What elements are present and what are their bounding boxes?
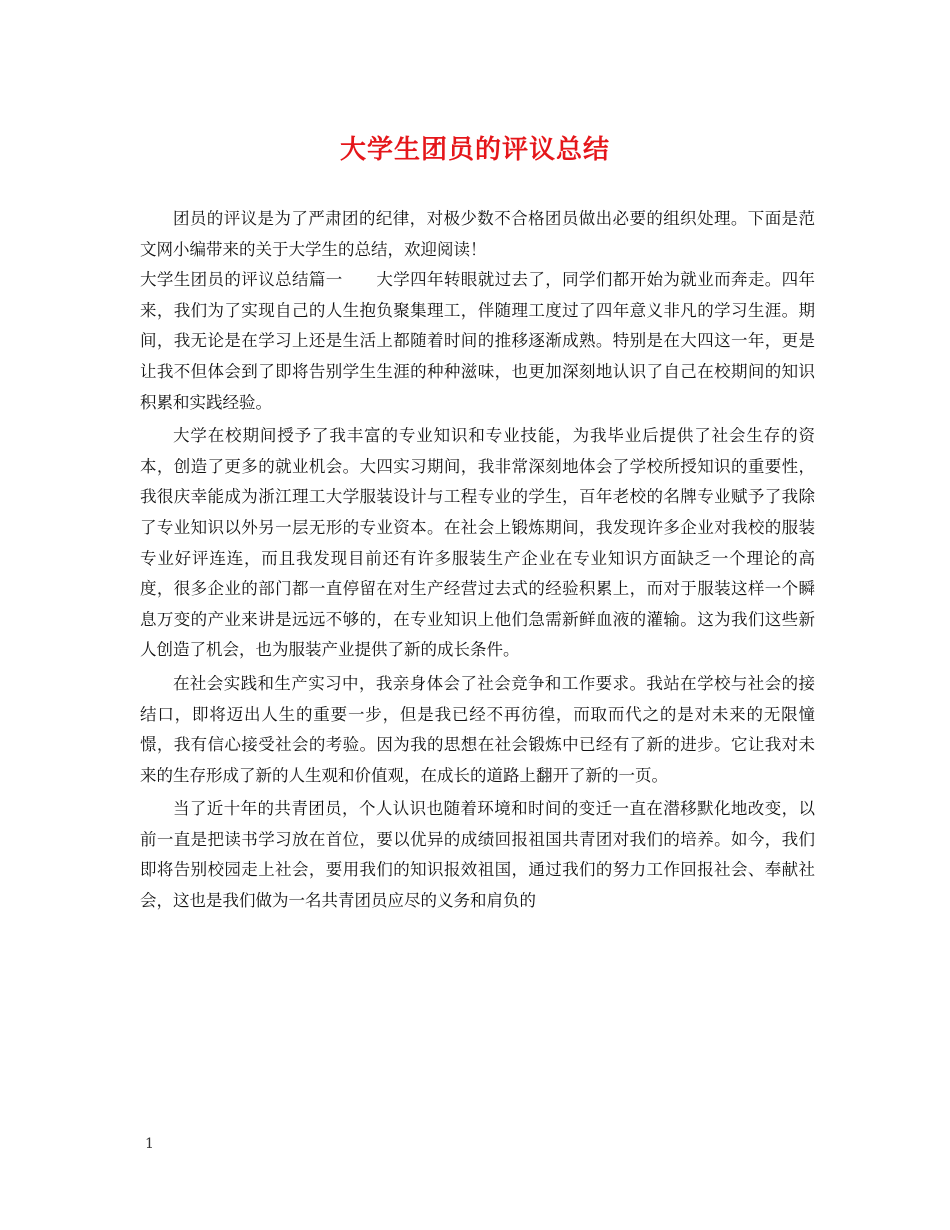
paragraph-intro: 团员的评议是为了严肃团的纪律，对极少数不合格团员做出必要的组织处理。下面是范文网小编带来的关于大学生的总结，欢迎阅读！ xyxy=(140,209,815,259)
paragraph-section-one: 大学生团员的评议总结篇一 大学四年转眼就过去了，同学们都开始为就业而奔走。四年来，我们为了实现自己的人生抱负聚集理工，伴随理工度过了四年意义非凡的学习生涯。期间，我无论是在学习上还是生活上都随着时间的推移逐渐成熟。特别是在大四这一年，更是让我不但体会到了即将告别学生生涯的种种滋味，也更加深刻地认识了自己在校期间的知识积累和实践经验。 xyxy=(140,270,815,412)
paragraph-youth-league: 当了近十年的共青团员，个人认识也随着环境和时间的变迁一直在潜移默化地改变，以前一直是把读书学习放在首位，要以优异的成绩回报祖国共青团对我们的培养。如今，我们即将告别校园走上社会，要用我们的知识报效祖国，通过我们的努力工作回报社会、奉献社会，这也是我们做为一名共青团员应尽的义务和肩负的 xyxy=(140,799,815,911)
document-title: 大学生团员的评议总结 xyxy=(339,135,610,165)
paragraph-social-practice: 在社会实践和生产实习中，我亲身体会了社会竞争和工作要求。我站在学校与社会的接结口，即将迈出人生的重要一步，但是我已经不再彷徨，而取而代之的是对未来的无限憧憬，我有信心接受社会的考验。因为我的思想在社会锻炼中已经有了新的进步。它让我对未来的生存形成了新的人生观和价值观，在成长的道路上翻开了新的一页。 xyxy=(140,673,815,785)
document-body xyxy=(140,204,815,917)
page-number: 1 xyxy=(145,1136,154,1152)
paragraph-professional-knowledge: 大学在校期间授予了我丰富的专业知识和专业技能，为我毕业后提供了社会生存的资本，创造了更多的就业机会。大四实习期间，我非常深刻地体会了学校所授知识的重要性，我很庆幸能成为浙江理工大学服装设计与工程专业的学生，百年老校的名牌专业赋予了我除了专业知识以外另一层无形的专业资本。在社会上锻炼期间，我发现许多企业对我校的服装专业好评连连，而且我发现目前还有许多服装生产企业在专业知识方面缺乏一个理论的高度，很多企业的部门都一直停留在对生产经营过去式的经验积累上，而对于服装这样一个瞬息万变的产业来讲是远远不够的，在专业知识上他们急需新鲜血液的灌输。这为我们这些新人创造了机会，也为服装产业提供了新的成长条件。 xyxy=(140,426,815,660)
